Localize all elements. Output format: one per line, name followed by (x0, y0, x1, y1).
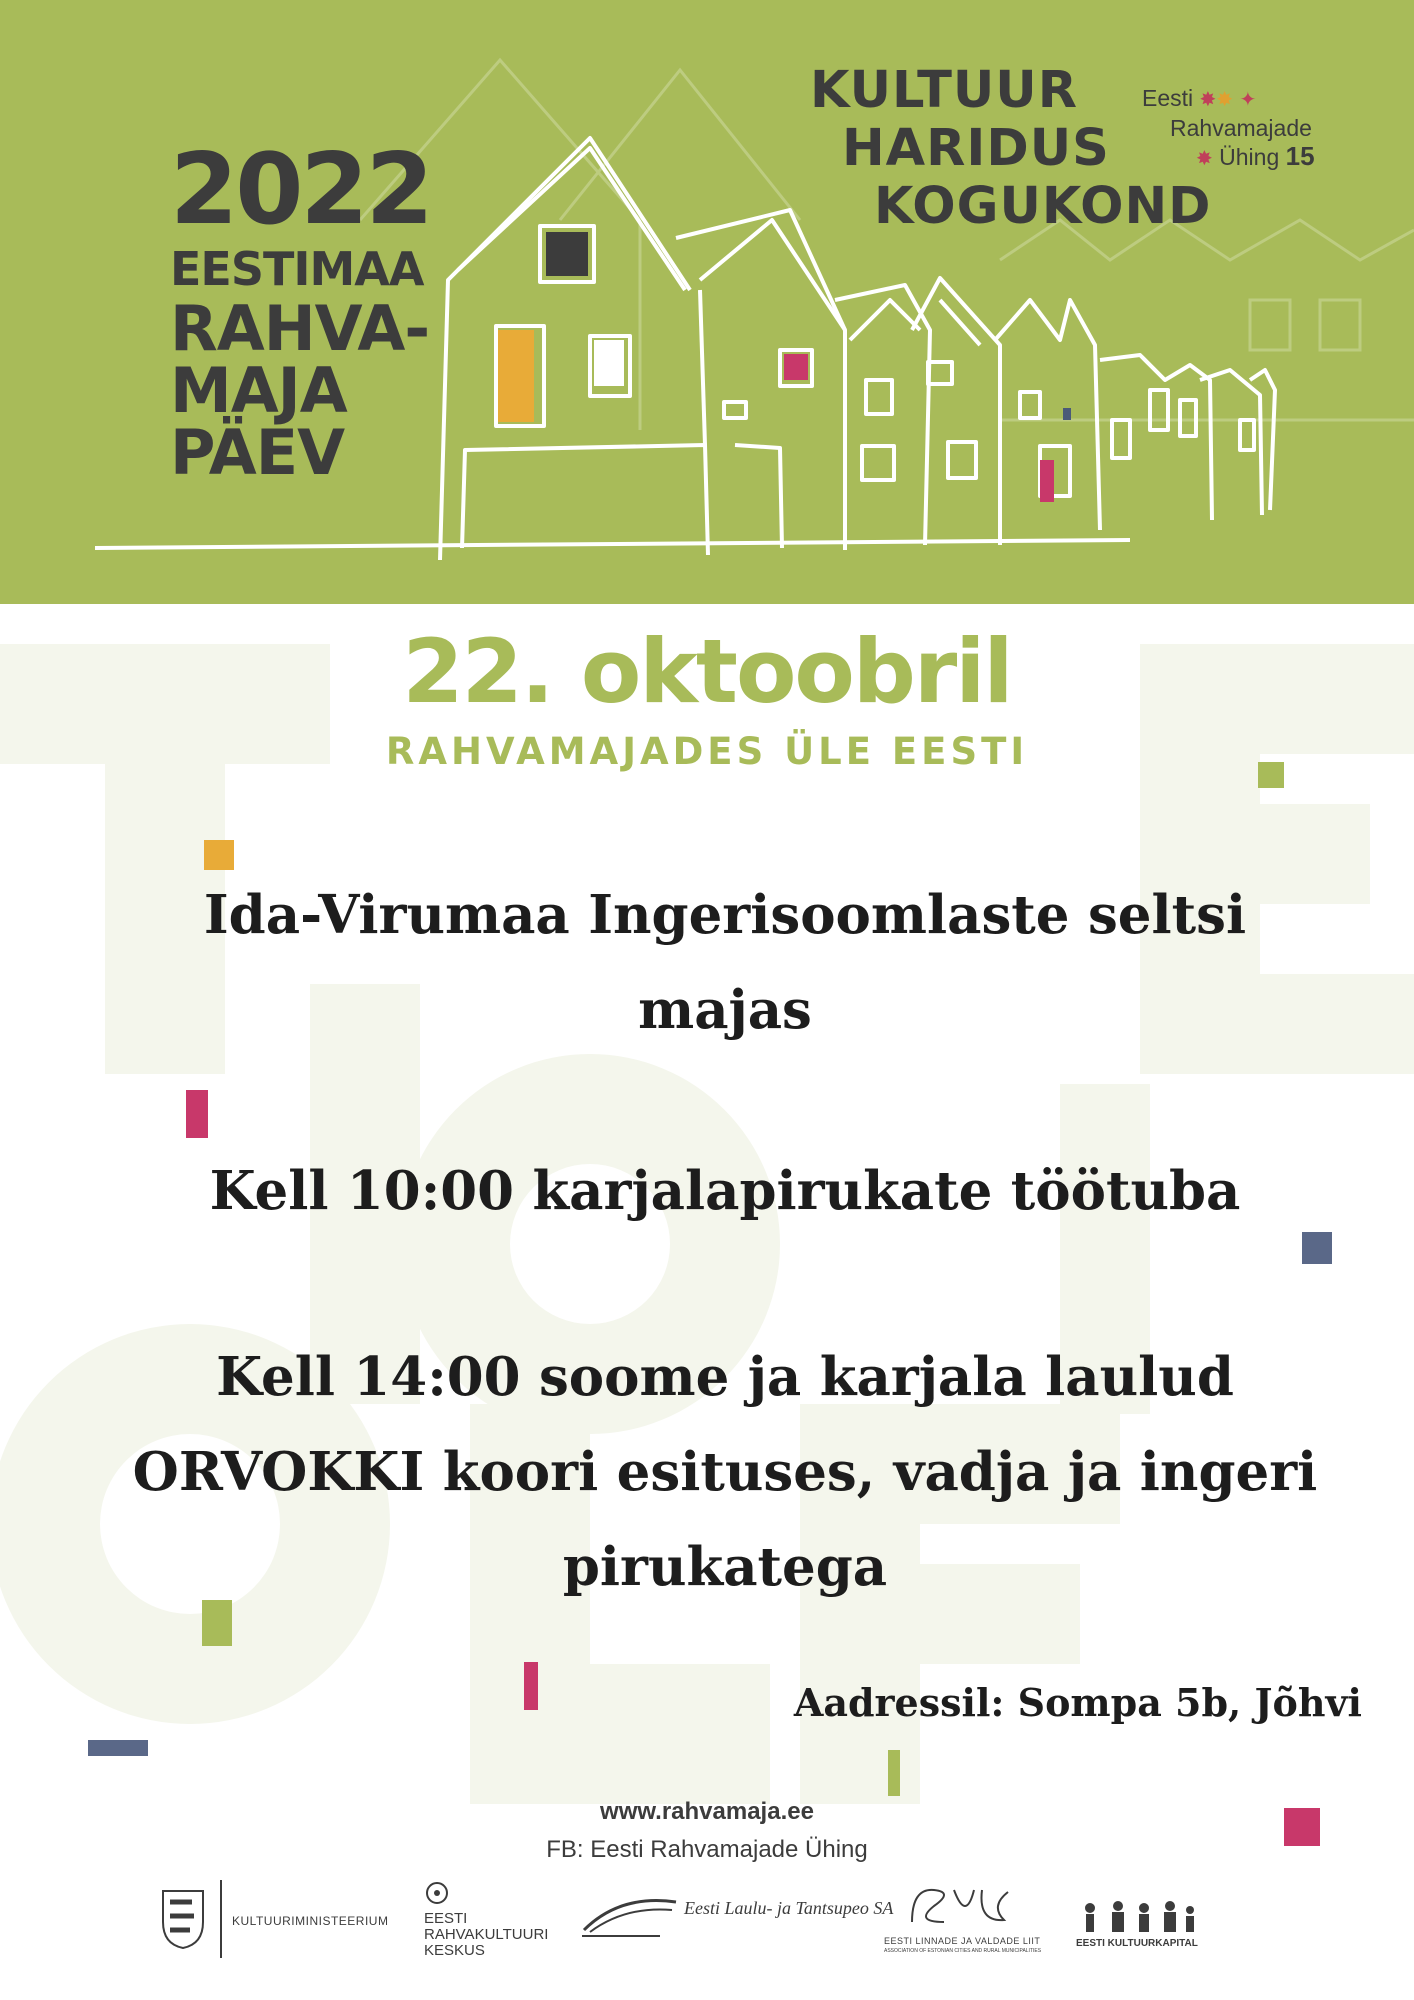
union-logo-line-1: Eesti (1142, 85, 1194, 111)
event-concert: Kell 14:00 soome ja karjala laulud ORVOKKI koori esituses, vadja ja ingeri pirukatega (132, 1346, 1318, 1598)
municipalities-subtitle: ASSOCIATION OF ESTONIAN CITIES AND RURAL MUNICIPALITIES (884, 1948, 1042, 1954)
decor-square (88, 1740, 148, 1756)
decor-square (524, 1662, 538, 1710)
culture-fund-name: EESTI KULTUURKAPITAL (1076, 1938, 1198, 1949)
ministry-name: KULTUURIMINISTEERIUM (232, 1914, 389, 1928)
star-icon: ✸ (1216, 89, 1234, 111)
event-venue: Ida-Virumaa Ingerisoomlaste seltsi majas (203, 884, 1247, 1041)
website-link[interactable]: www.rahvamaja.ee (600, 1798, 814, 1825)
sponsor-logos (0, 1870, 1414, 1970)
title-line-1: EESTIMAA (170, 242, 424, 296)
figures-icon (1078, 1900, 1198, 1936)
decor-square (1258, 762, 1284, 788)
folk-center-logo (424, 1880, 574, 1959)
title-line-3: MAJA (170, 354, 347, 427)
decor-square (186, 1090, 208, 1138)
star-icon: ✸ (1196, 148, 1213, 170)
header-banner (0, 0, 1414, 604)
event-date: 22. oktoobril (402, 620, 1012, 723)
title-line-2: RAHVA- (170, 292, 430, 365)
stage-arc-icon (580, 1892, 680, 1942)
ministry-logo (160, 1888, 206, 1955)
tagline-line-1: KULTUUR (810, 61, 1078, 120)
divider (220, 1880, 222, 1958)
union-logo-line-2: Rahvamajade (1170, 115, 1312, 141)
star-icon: ✸ (1199, 89, 1217, 111)
municipalities-name: EESTI LINNADE JA VALDADE LIIT (884, 1936, 1041, 1946)
decor-square (204, 840, 234, 870)
star-icon: ✦ (1239, 89, 1257, 111)
event-date-subtitle: RAHVAMAJADES ÜLE EESTI (385, 730, 1029, 773)
tagline-line-3: KOGUKOND (874, 177, 1212, 236)
event-title (170, 133, 431, 489)
tagline-line-2: HARIDUS (842, 119, 1110, 178)
culture-fund-logo (1078, 1900, 1198, 1941)
title-year: 2022 (170, 133, 431, 247)
union-logo-line-3: Ühing (1219, 144, 1280, 170)
song-festival-logo (580, 1892, 680, 1947)
song-festival-name: Eesti Laulu- ja Tantsupeo SA (684, 1898, 894, 1918)
title-line-4: PÄEV (170, 416, 345, 489)
facebook-link[interactable]: FB: Eesti Rahvamajade Ühing (546, 1836, 868, 1863)
event-address: Aadressil: Sompa 5b, Jõhvi (793, 1680, 1362, 1725)
municipalities-logo (904, 1882, 1014, 1937)
folk-center-name: EESTI RAHVAKULTUURI KESKUS (424, 1910, 549, 1959)
coat-of-arms-icon (160, 1888, 206, 1950)
union-logo-number: 15 (1285, 141, 1315, 171)
union-logo (1140, 84, 1315, 173)
event-workshop: Kell 10:00 karjalapirukate töötuba (209, 1160, 1241, 1222)
monogram-icon (904, 1882, 1014, 1932)
decor-square (888, 1750, 900, 1796)
sun-icon (424, 1880, 450, 1906)
